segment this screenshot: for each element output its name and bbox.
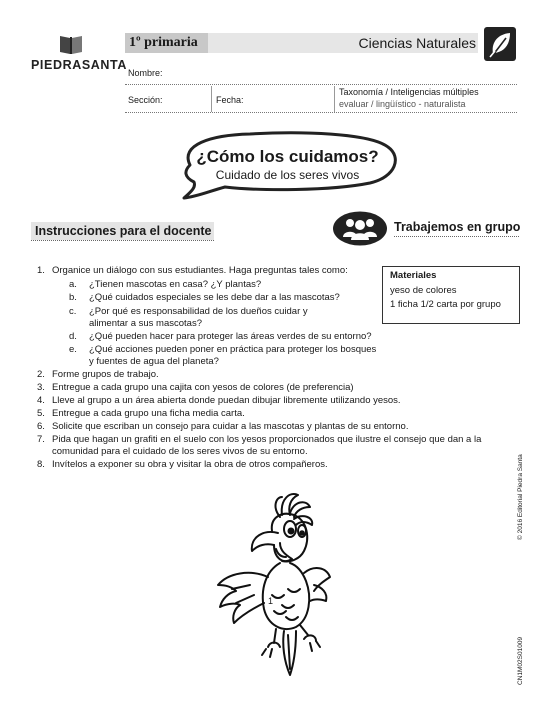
divider — [334, 86, 335, 112]
name-label: Nombre: — [128, 68, 163, 78]
list-item: y fuentes de agua del planeta? — [89, 356, 219, 367]
materials-title: Materiales — [390, 270, 437, 281]
instructions-title: Instrucciones para el docente — [35, 224, 212, 238]
list-item: Solicite que escriban un consejo para cuidar a las mascotas y plantas de su entorno. — [52, 421, 409, 432]
list-item: ¿Qué pueden hacer para proteger las áreas verdes de su entorno? — [89, 331, 372, 342]
list-item: comunidad para el cuidado de los seres vivos de su entorno. — [52, 446, 308, 457]
list-item: ¿Qué acciones pueden poner en práctica para proteger los bosques — [89, 344, 377, 355]
section-line — [125, 112, 517, 113]
book-icon — [58, 33, 84, 55]
copyright-text: © 2016 Editorial Piedra Santa — [517, 454, 524, 540]
materials-item: yeso de colores — [390, 285, 457, 296]
divider — [211, 86, 212, 112]
list-number: b. — [69, 292, 77, 303]
section-label: Sección: — [128, 95, 163, 105]
group-people-icon — [332, 211, 388, 246]
list-number: 4. — [37, 395, 45, 406]
leaf-icon — [484, 27, 516, 61]
subject-label: Ciencias Naturales — [358, 35, 476, 51]
list-number: 6. — [37, 421, 45, 432]
list-item: ¿Tienen mascotas en casa? ¿Y plantas? — [89, 279, 262, 290]
list-item: Pida que hagan un grafiti en el suelo con los yesos proporcionados que ilustre el consejo que dan a la — [52, 434, 482, 445]
list-item: Entregue a cada grupo una cajita con yesos de colores (de preferencia) — [52, 382, 354, 393]
list-number: 3. — [37, 382, 45, 393]
list-number: e. — [69, 344, 77, 355]
list-number: 8. — [37, 459, 45, 470]
page-number: 1 — [268, 596, 274, 606]
list-item: Entregue a cada grupo una ficha media carta. — [52, 408, 245, 419]
parrot-illustration — [210, 485, 340, 690]
document-code: CN1M02S01009 — [517, 636, 524, 685]
divider — [31, 240, 214, 241]
name-line — [125, 84, 517, 85]
grade-label: 1º primaria — [129, 35, 198, 50]
page-subtitle: Cuidado de los seres vivos — [215, 168, 360, 182]
list-item: alimentar a sus mascotas? — [89, 318, 202, 329]
list-item: Lleve al grupo a un área abierta donde puedan dibujar libremente utilizando yesos. — [52, 395, 401, 406]
list-number: 7. — [37, 434, 45, 445]
divider — [394, 236, 519, 237]
taxonomy-label: Taxonomía / Inteligencias múltiples — [339, 87, 479, 97]
list-number: c. — [69, 306, 77, 317]
list-item: Organice un diálogo con sus estudiantes. Haga preguntas tales como: — [52, 265, 348, 276]
list-number: 5. — [37, 408, 45, 419]
list-item: ¿Qué cuidados especiales se les debe dar a las mascotas? — [89, 292, 340, 303]
materials-item: 1 ficha 1/2 carta por grupo — [390, 299, 501, 310]
taxonomy-value: evaluar / lingüístico - naturalista — [339, 99, 466, 109]
list-number: a. — [69, 279, 77, 290]
group-work-title: Trabajemos en grupo — [394, 220, 521, 234]
brand-logo-text: PIEDRASANTA — [31, 58, 127, 72]
page-title: ¿Cómo los cuidamos? — [196, 147, 379, 166]
list-number: 1. — [37, 265, 45, 276]
list-number: 2. — [37, 369, 45, 380]
list-item: ¿Por qué es responsabilidad de los dueños cuidar y — [89, 306, 308, 317]
date-label: Fecha: — [216, 95, 244, 105]
list-item: Invítelos a exponer su obra y visitar la obra de otros compañeros. — [52, 459, 328, 470]
list-number: d. — [69, 331, 77, 342]
list-item: Forme grupos de trabajo. — [52, 369, 159, 380]
